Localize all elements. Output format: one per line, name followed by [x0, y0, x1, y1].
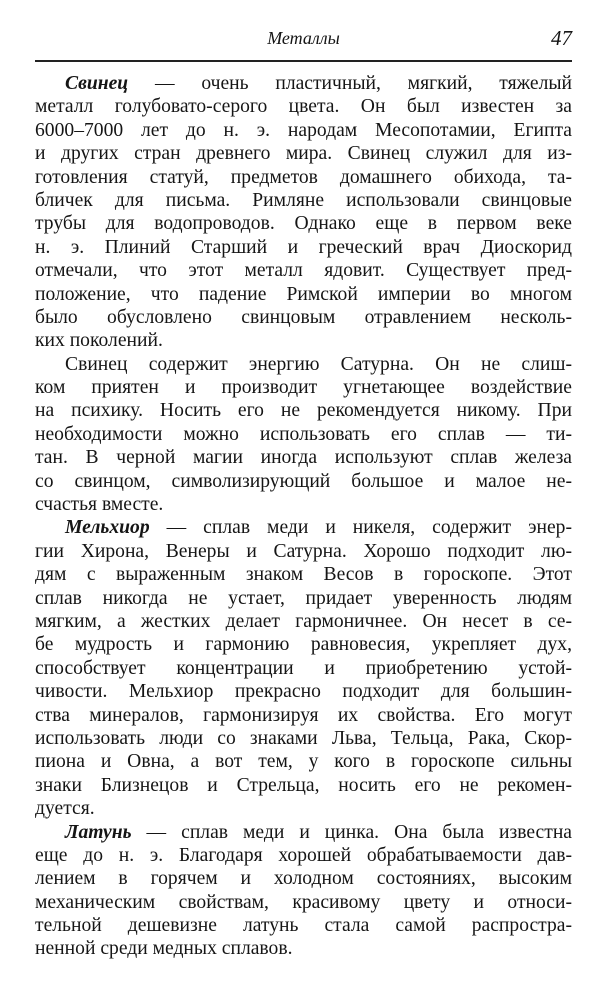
- line-text: еще до н. э. Благодаря хорошей обрабатываемости дав-: [35, 844, 572, 866]
- text-line: [35, 610, 572, 633]
- paragraph: [35, 72, 572, 353]
- line-text: механическим свойствам, красивому цвету и относи-: [35, 891, 572, 913]
- line-text: использовать люди со знаками Льва, Тельца, Рака, Скор-: [35, 727, 572, 749]
- text-line: [35, 353, 572, 376]
- text-line: [35, 446, 572, 469]
- page-body: [35, 72, 572, 961]
- page-number: 47: [551, 26, 572, 50]
- line-text: знаки Близнецов и Стрельца, носить его не рекомен-: [35, 774, 572, 796]
- text-line: [35, 540, 572, 563]
- text-line: [35, 95, 572, 118]
- text-line: [35, 750, 572, 773]
- text-line: [35, 516, 572, 539]
- text-line: [35, 399, 572, 422]
- text-line: [35, 423, 572, 446]
- term-heading: Свинец: [65, 73, 129, 94]
- line-text: — очень пластичный, мягкий, тяжелый: [128, 73, 572, 94]
- text-line: [35, 657, 572, 680]
- term-heading: Мельхиор: [65, 517, 150, 539]
- paragraph: [35, 821, 572, 961]
- text-line: [35, 587, 572, 610]
- line-text: со свинцом, символизирующий большое и малое не-: [35, 470, 572, 492]
- text-line: [35, 306, 572, 329]
- line-text: и других стран древнего мира. Свинец служил для из-: [35, 143, 572, 165]
- text-line: [35, 633, 572, 656]
- line-text: ненной среди медных сплавов.: [35, 938, 293, 960]
- text-line: [35, 212, 572, 235]
- line-text: ких поколений.: [35, 330, 163, 352]
- text-line: [35, 283, 572, 306]
- line-text: счастья вместе.: [35, 494, 164, 516]
- text-line: [35, 937, 572, 960]
- line-text: бличек для письма. Римляне использовали свинцовые: [35, 189, 572, 211]
- text-line: [35, 329, 572, 352]
- text-line: [35, 797, 572, 820]
- text-line: [35, 236, 572, 259]
- line-text: тан. В черной магии иногда используют сплав железа: [35, 447, 572, 469]
- line-text: мягким, а жестких делает гармоничнее. Он несет в се-: [35, 610, 572, 632]
- line-text: лением в горячем и холодном состояниях, высоким: [35, 868, 572, 890]
- line-text: сплав никогда не устает, придает уверенность людям: [35, 587, 572, 609]
- line-text: 6000–7000 лет до н. э. народам Месопотамии, Египта: [35, 119, 572, 141]
- line-text: — сплав меди и никеля, содержит энер-: [149, 517, 572, 539]
- text-line: [35, 727, 572, 750]
- line-text: ства минералов, гармонизируя их свойства. Его могут: [35, 704, 572, 726]
- line-text: дуется.: [35, 798, 95, 820]
- text-line: [35, 844, 572, 867]
- line-text: гии Хирона, Венеры и Сатурна. Хорошо подходит лю-: [35, 540, 572, 562]
- text-line: [35, 376, 572, 399]
- term-heading: Латунь: [65, 821, 132, 843]
- paragraph: [35, 516, 572, 820]
- line-text: на психику. Носить его не рекомендуется никому. При: [35, 400, 572, 422]
- line-text: отмечали, что этот металл ядовит. Существует пред-: [35, 260, 572, 282]
- text-line: [35, 142, 572, 165]
- line-text: бе мудрость и гармонию равновесия, укрепляет дух,: [35, 634, 572, 656]
- text-line: [35, 704, 572, 727]
- text-line: [35, 821, 572, 844]
- text-line: [35, 119, 572, 142]
- text-line: [35, 493, 572, 516]
- text-line: [35, 867, 572, 890]
- line-text: дям с выраженным знаком Весов в гороскопе. Этот: [35, 564, 572, 586]
- line-text: чивости. Мельхиор прекрасно подходит для большин-: [35, 681, 572, 703]
- line-text: Свинец содержит энергию Сатурна. Он не слиш-: [65, 353, 572, 375]
- line-text: готовления статуй, предметов домашнего обихода, та-: [35, 166, 572, 188]
- text-line: [35, 166, 572, 189]
- line-text: — сплав меди и цинка. Она была известна: [131, 821, 572, 843]
- line-text: необходимости можно использовать его сплав — ти-: [35, 423, 572, 445]
- text-line: [35, 189, 572, 212]
- line-text: ком приятен и производит угнетающее воздействие: [35, 377, 572, 399]
- text-line: [35, 891, 572, 914]
- running-header: [35, 26, 572, 56]
- text-line: [35, 72, 572, 95]
- line-text: металл голубовато-серого цвета. Он был известен за: [35, 96, 572, 118]
- line-text: положение, что падение Римской империи во многом: [35, 283, 572, 305]
- header-rule: [35, 60, 572, 62]
- text-line: [35, 470, 572, 493]
- text-line: [35, 774, 572, 797]
- line-text: пиона и Овна, а вот тем, у кого в гороскопе сильны: [35, 751, 572, 773]
- chapter-title: Металлы: [267, 28, 340, 48]
- line-text: трубы для водопроводов. Однако еще в первом веке: [35, 213, 572, 235]
- line-text: тельной дешевизне латунь стала самой распростра-: [35, 915, 572, 937]
- line-text: было обусловлено свинцовым отравлением несколь-: [35, 306, 572, 328]
- text-line: [35, 259, 572, 282]
- line-text: способствует концентрации и приобретению устой-: [35, 657, 572, 679]
- text-line: [35, 563, 572, 586]
- text-line: [35, 914, 572, 937]
- text-line: [35, 680, 572, 703]
- paragraph: [35, 353, 572, 517]
- line-text: н. э. Плиний Старший и греческий врач Диоскорид: [35, 236, 572, 258]
